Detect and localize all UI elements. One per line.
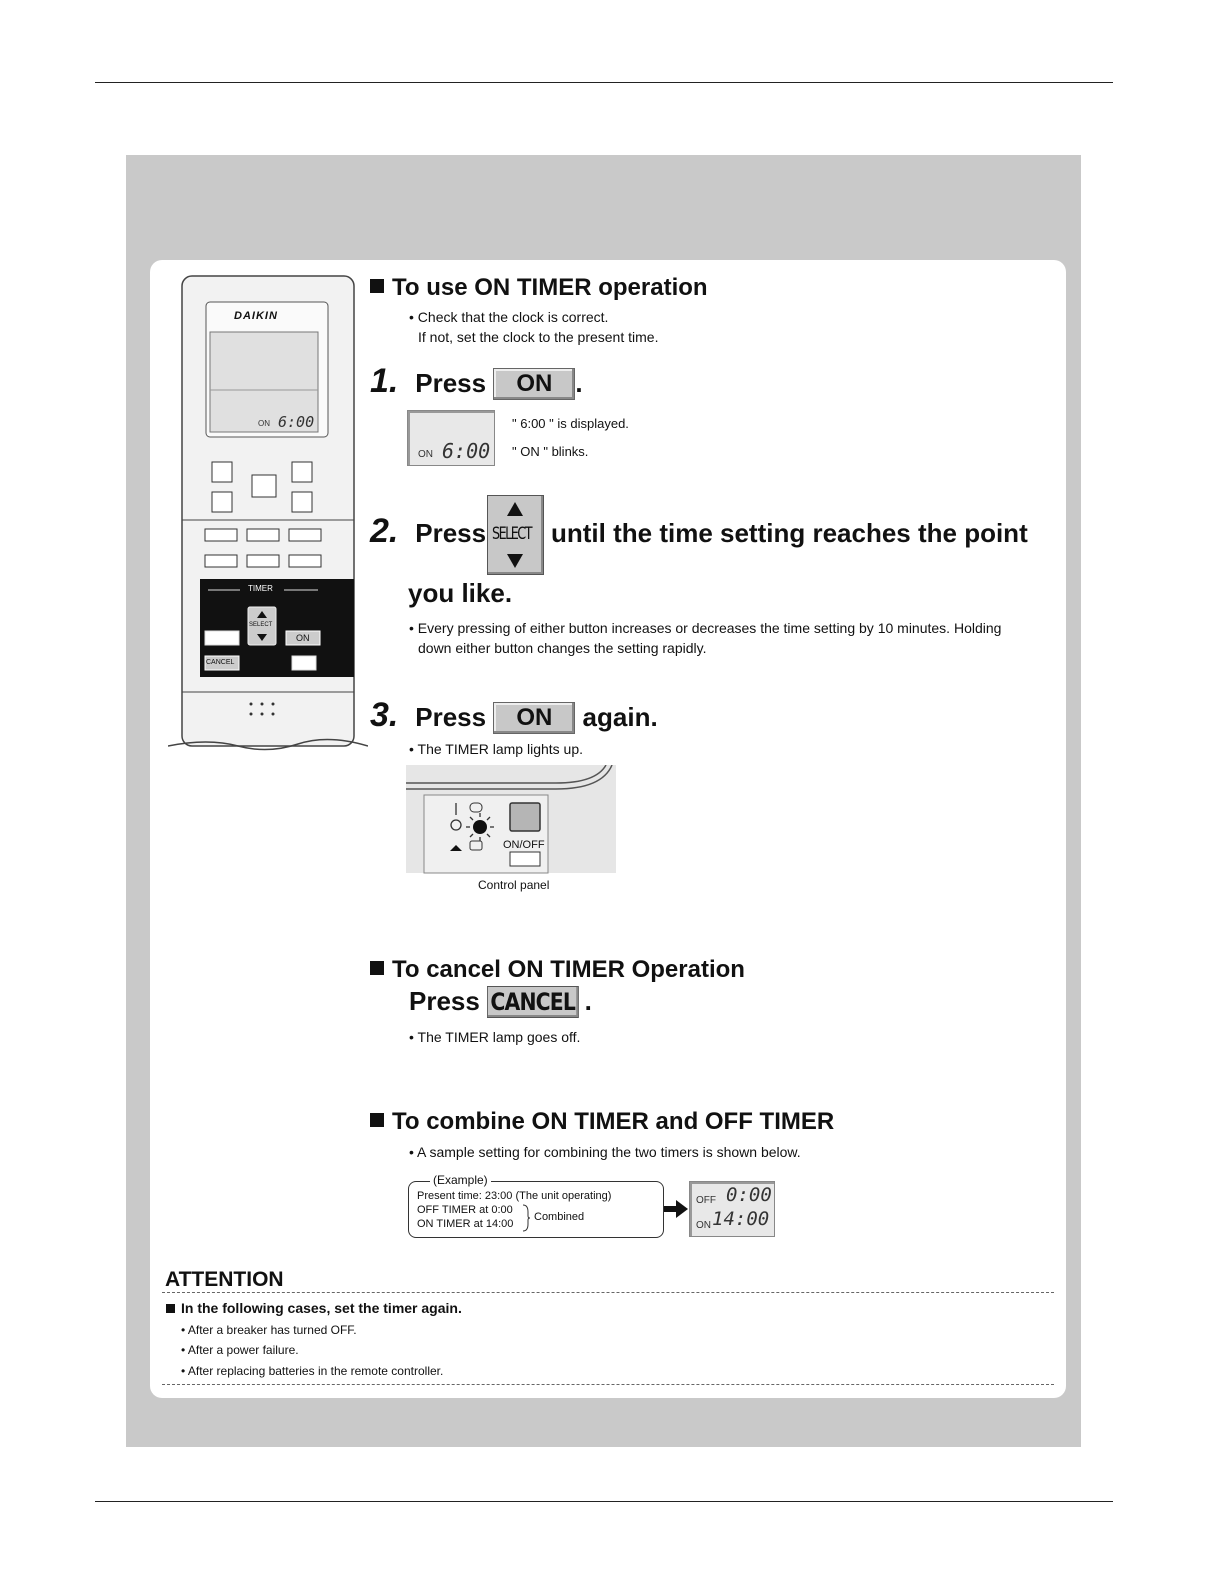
combine-lcd-on-label: ON <box>696 1220 711 1231</box>
remote-lcd-time: 6:00 <box>278 413 315 431</box>
control-panel-onoff-label: ON/OFF <box>503 839 545 851</box>
combine-lcd <box>689 1181 775 1237</box>
combine-lcd-on-time: 14:00 <box>712 1208 770 1230</box>
on-timer-heading-text: To use ON TIMER operation <box>392 274 708 301</box>
step-1-lcd-time: 6:00 <box>442 439 491 463</box>
remote-brand-logo: DAIKIN <box>234 310 278 322</box>
remote-timer-label: TIMER <box>248 584 273 593</box>
on-timer-heading <box>370 274 708 302</box>
attention-bottom-divider <box>162 1384 1054 1385</box>
on-button[interactable]: ON <box>493 368 575 400</box>
control-panel-illustration <box>406 765 618 875</box>
step-2-number <box>370 512 486 551</box>
combined-brace-icon <box>522 1204 530 1232</box>
step-1-lcd-on-label: ON <box>418 449 433 460</box>
example-label: (Example) <box>430 1173 491 1187</box>
step-1-note-displayed: " 6:00 " is displayed. <box>512 416 629 431</box>
step-3-text: again. <box>582 702 658 732</box>
attention-top-divider <box>162 1292 1054 1293</box>
cancel-heading-text: To cancel ON TIMER Operation <box>392 956 745 983</box>
step-2-number-text: 2. <box>370 512 399 550</box>
remote-controller-illustration <box>168 272 368 752</box>
cancel-period: . <box>584 986 592 1016</box>
step-2-text-a: until the time setting reaches the point <box>551 518 1028 548</box>
step-3-number: 3. <box>370 696 399 734</box>
example-combined: Combined <box>534 1211 585 1223</box>
step-2-text-b: you like. <box>408 578 513 608</box>
combine-heading <box>370 1108 834 1136</box>
step-1-period: . <box>575 368 583 398</box>
attention-item-3: • After replacing batteries in the remote controller. <box>181 1364 444 1378</box>
step-3-press: Press <box>415 702 487 732</box>
combine-lcd-off-label: OFF <box>696 1195 716 1206</box>
square-bullet-icon <box>166 1304 175 1313</box>
step-1-press: Press <box>415 368 487 398</box>
on-timer-note-1: • Check that the clock is correct. <box>409 309 609 325</box>
step-2-note-1: • Every pressing of either button increases or decreases the time setting by 10 minutes. Holding <box>409 620 1002 636</box>
cancel-note: • The TIMER lamp goes off. <box>409 1029 581 1045</box>
arrow-right-icon <box>664 1200 688 1218</box>
attention-subtitle-text: In the following cases, set the timer again. <box>181 1300 462 1316</box>
bottom-rule <box>95 1501 1113 1502</box>
square-bullet-icon <box>370 961 384 975</box>
step-1-note-blinks: " ON " blinks. <box>512 444 589 459</box>
remote-cancel-button[interactable]: CANCEL <box>206 659 235 666</box>
select-button-label: SELECT <box>492 524 531 544</box>
square-bullet-icon <box>370 279 384 293</box>
cancel-heading <box>370 956 745 984</box>
on-button-again[interactable]: ON <box>493 702 575 734</box>
step-2-note-2: down either button changes the setting rapidly. <box>418 640 707 656</box>
cancel-step <box>409 986 592 1018</box>
remote-select-button[interactable]: SELECT <box>249 622 273 628</box>
top-rule <box>95 82 1113 83</box>
step-1-lcd <box>407 410 495 466</box>
combine-note: • A sample setting for combining the two timers is shown below. <box>409 1144 801 1160</box>
cancel-press: Press <box>409 986 480 1016</box>
control-panel-caption: Control panel <box>478 878 550 892</box>
step-1-number: 1. <box>370 362 399 400</box>
remote-lcd-on-label: ON <box>258 419 270 428</box>
select-up-arrow-icon <box>488 499 543 519</box>
example-line-1: Present time: 23:00 (The unit operating) <box>417 1190 612 1202</box>
on-timer-note-2: If not, set the clock to the present time. <box>418 329 659 345</box>
attention-title: ATTENTION <box>165 1268 284 1291</box>
example-line-3: ON TIMER at 14:00 <box>417 1218 514 1230</box>
cancel-button[interactable]: CANCEL <box>487 986 578 1018</box>
step-3 <box>370 696 658 735</box>
remote-on-button[interactable]: ON <box>296 633 310 643</box>
select-down-arrow-icon <box>488 551 543 571</box>
attention-item-2: • After a power failure. <box>181 1343 299 1357</box>
step-3-note: • The TIMER lamp lights up. <box>409 741 584 757</box>
select-button[interactable] <box>487 495 544 575</box>
square-bullet-icon <box>370 1113 384 1127</box>
example-line-2: OFF TIMER at 0:00 <box>417 1204 513 1216</box>
attention-subtitle <box>166 1300 462 1316</box>
step-1 <box>370 362 583 401</box>
combine-heading-text: To combine ON TIMER and OFF TIMER <box>392 1108 835 1135</box>
step-2-press: Press <box>415 518 487 548</box>
combine-lcd-off-time: 0:00 <box>726 1184 772 1206</box>
attention-item-1: • After a breaker has turned OFF. <box>181 1323 357 1337</box>
